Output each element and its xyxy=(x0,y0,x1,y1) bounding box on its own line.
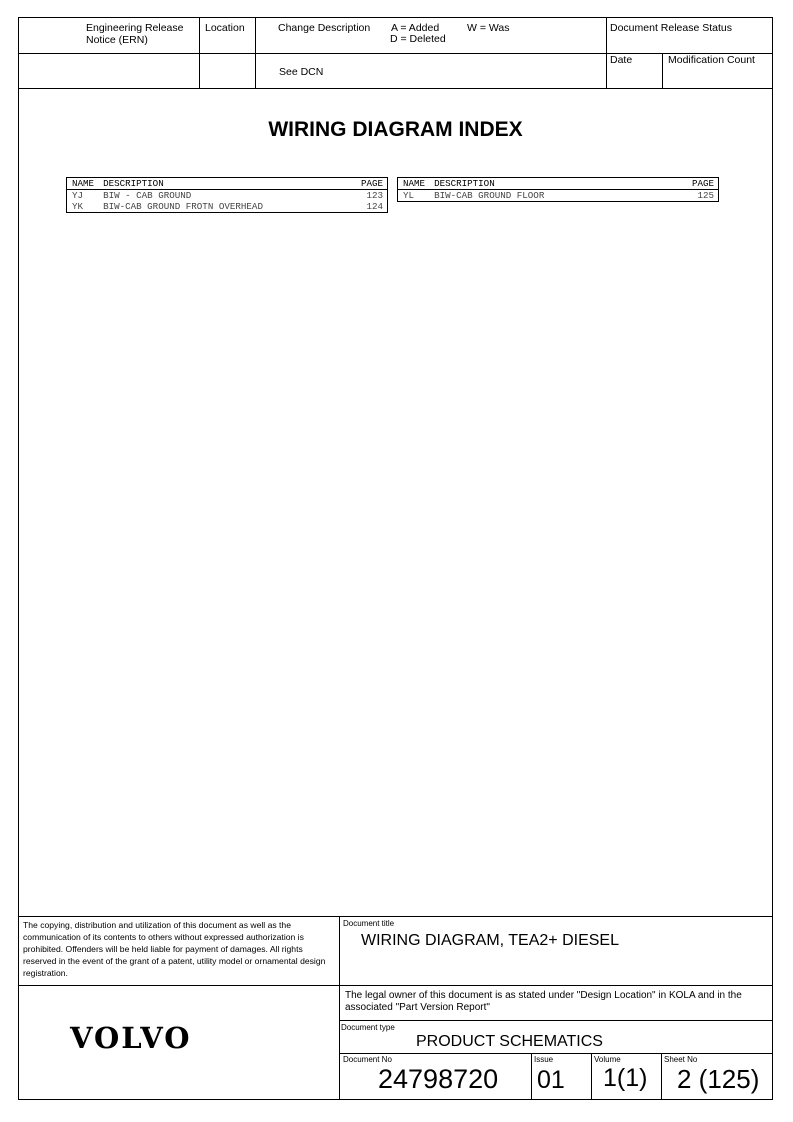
header-col-divider xyxy=(199,17,200,88)
header-bottom-border xyxy=(18,88,773,89)
title-block-top-border xyxy=(18,916,773,917)
index-table-left xyxy=(66,177,388,213)
table-header-row xyxy=(398,178,719,190)
table-row[interactable] xyxy=(67,201,388,213)
column-header-description: DESCRIPTION xyxy=(98,178,356,190)
sheet-number: 2 (125) xyxy=(677,1064,760,1094)
copyright-notice: The copying, distribution and utilization of this document as well as the communication of its contents to others without expressed authorization is prohibited. Offenders will be held liable for payment of damages. All rights reserved in the event of the grant of a patent, utility model or ornamental design registration. xyxy=(23,920,326,978)
column-header-description: DESCRIPTION xyxy=(429,178,687,190)
was-legend: W = Was xyxy=(467,22,510,34)
row-name: YK xyxy=(72,201,84,212)
row-page: 123 xyxy=(366,190,383,201)
title-block-divider xyxy=(339,1053,773,1054)
volvo-logo: VOLVO xyxy=(70,1021,192,1055)
header-divider xyxy=(18,53,773,54)
title-block-divider xyxy=(591,1053,592,1100)
header-col-divider xyxy=(662,53,663,88)
table-header-row xyxy=(67,178,388,190)
volume-value: 1(1) xyxy=(603,1064,648,1092)
modification-count-label: Modification Count xyxy=(668,54,755,66)
date-label: Date xyxy=(610,54,633,66)
row-description: BIW-CAB GROUND FLOOR xyxy=(434,190,545,201)
document-title: WIRING DIAGRAM, TEA2+ DIESEL xyxy=(361,932,619,949)
row-description: BIW - CAB GROUND xyxy=(103,190,192,201)
title-block-divider xyxy=(18,985,773,986)
document-title-label: Document title xyxy=(343,919,395,928)
legal-owner-text: The legal owner of this document is as stated under "Design Location" in KOLA and in the associated "Part Version Report" xyxy=(345,990,742,1013)
row-name: YL xyxy=(403,190,415,201)
issue-value: 01 xyxy=(537,1066,565,1094)
change-description-label: Change Description xyxy=(278,22,371,34)
row-description: BIW-CAB GROUND FROTN OVERHEAD xyxy=(103,201,263,212)
document-number: 24798720 xyxy=(378,1064,499,1094)
title-block-divider xyxy=(339,1020,773,1021)
row-name: YJ xyxy=(72,190,84,201)
document-no-label: Document No xyxy=(343,1055,392,1064)
see-dcn-text: See DCN xyxy=(279,66,324,78)
ern-label: Engineering Release Notice (ERN) xyxy=(86,22,184,46)
sheet-no-label: Sheet No xyxy=(664,1055,698,1064)
deleted-legend: D = Deleted xyxy=(390,33,446,45)
added-legend: A = Added xyxy=(391,22,440,34)
header-col-divider xyxy=(255,17,256,88)
header-col-divider xyxy=(606,17,607,88)
title-block-divider xyxy=(339,916,340,1100)
page-title: WIRING DIAGRAM INDEX xyxy=(268,118,523,141)
title-block-divider xyxy=(531,1053,532,1100)
document-type: PRODUCT SCHEMATICS xyxy=(416,1033,603,1050)
column-header-name: NAME xyxy=(398,178,430,190)
column-header-name: NAME xyxy=(67,178,99,190)
row-page: 124 xyxy=(366,201,383,212)
document-type-label: Document type xyxy=(341,1023,395,1032)
title-block-divider xyxy=(661,1053,662,1100)
volume-label: Volume xyxy=(594,1055,621,1064)
issue-label: Issue xyxy=(534,1055,554,1064)
location-label: Location xyxy=(205,22,245,34)
column-header-page: PAGE xyxy=(687,178,719,190)
index-table-right xyxy=(397,177,719,202)
table-row[interactable] xyxy=(398,190,719,202)
row-page: 125 xyxy=(697,190,714,201)
release-status-label: Document Release Status xyxy=(610,22,732,34)
table-row[interactable] xyxy=(67,190,388,202)
column-header-page: PAGE xyxy=(356,178,388,190)
